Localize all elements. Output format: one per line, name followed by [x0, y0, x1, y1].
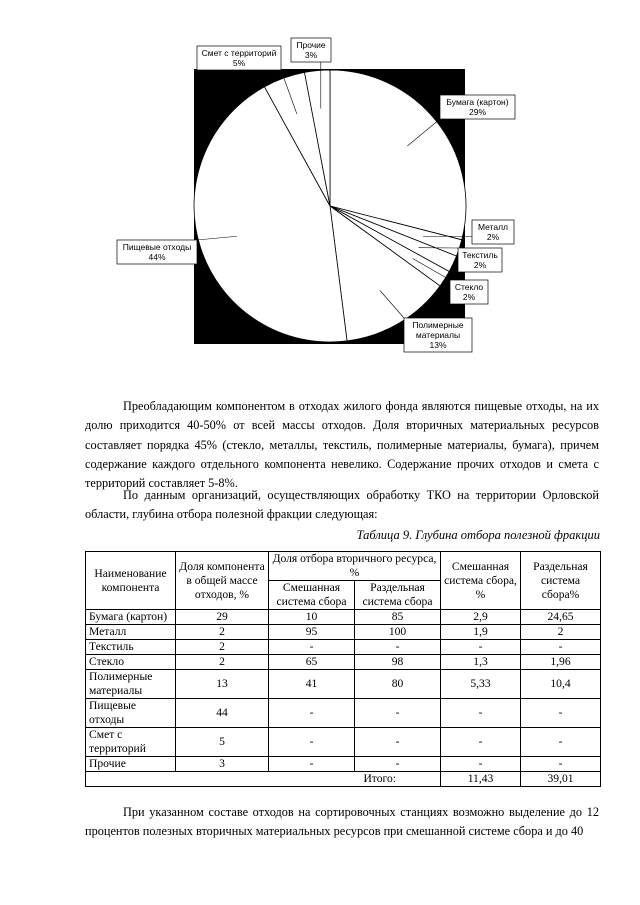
cell-mixed-rate: -: [269, 757, 355, 772]
header-separate-rate: Раздельная система сбора: [355, 581, 441, 610]
cell-share: 13: [176, 670, 269, 699]
cell-separate: -: [521, 728, 601, 757]
paragraph-food-waste: Преобладающим компонентом в отходах жилого фонда являются пищевые отходы, на их долю приходится 40-50% от всей массы отходов. Доля вторичных материальных ресурсов составляет порядка 45% (стекло, металлы, текстиль, полимерные материалы, бумага), причем содержание каждого отдельного компонента невелико. Содержание прочих отходов и смета с территорий составляет 5-8%.: [85, 399, 599, 491]
header-name: Наименование компонента: [86, 552, 176, 610]
data-label-value: 2%: [486, 232, 500, 242]
data-label-name: Стекло: [454, 282, 484, 292]
data-label-name: Полимерные: [412, 320, 464, 330]
data-label-name: Бумага (картон): [446, 97, 509, 107]
cell-total-mixed: 11,43: [441, 772, 521, 787]
data-label-value: 5%: [232, 58, 246, 68]
cell-separate-rate: -: [355, 699, 441, 728]
data-label-name: Пищевые отходы: [122, 242, 192, 252]
cell-separate-rate: 98: [355, 655, 441, 670]
cell-mixed: -: [441, 640, 521, 655]
header-group: Доля отбора вторичного ресурса, %: [269, 552, 441, 581]
paragraph-sorting-stations: При указанном составе отходов на сортировочных станциях возможно выделение до 12 процентов полезных вторичных материальных ресурсов при смешанной системе сбора и до 40: [85, 805, 599, 839]
cell-share: 2: [176, 655, 269, 670]
cell-share: 3: [176, 757, 269, 772]
cell-mixed-rate: 65: [269, 655, 355, 670]
cell-name: Прочие: [86, 757, 176, 772]
cell-mixed-rate: -: [269, 728, 355, 757]
cell-separate-rate: 85: [355, 610, 441, 625]
table-row: [86, 728, 601, 757]
data-label-value: 13%: [429, 340, 447, 350]
data-label-name: Смет с территорий: [201, 48, 277, 58]
table-row: [86, 610, 601, 625]
cell-mixed-rate: 10: [269, 610, 355, 625]
table-row: [86, 655, 601, 670]
cell-name: Пищевые отходы: [86, 699, 176, 728]
header-share: Доля компонента в общей массе отходов, %: [176, 552, 269, 610]
cell-mixed: -: [441, 728, 521, 757]
cell-separate: 10,4: [521, 670, 601, 699]
data-label-value: 3%: [304, 50, 318, 60]
cell-share: 5: [176, 728, 269, 757]
table-row: [86, 699, 601, 728]
cell-name: Бумага (картон): [86, 610, 176, 625]
cell-separate: 2: [521, 625, 601, 640]
cell-separate-rate: -: [355, 757, 441, 772]
cell-share: 2: [176, 625, 269, 640]
pie-chart: [0, 0, 640, 380]
header-separate: Раздельная система сбора%: [521, 552, 601, 610]
cell-separate: 24,65: [521, 610, 601, 625]
cell-mixed: 1,3: [441, 655, 521, 670]
cell-mixed: -: [441, 699, 521, 728]
cell-separate: 1,96: [521, 655, 601, 670]
cell-mixed: 2,9: [441, 610, 521, 625]
cell-separate-rate: -: [355, 728, 441, 757]
cell-name: Полимерные материалы: [86, 670, 176, 699]
data-label-name: Текстиль: [462, 250, 498, 260]
cell-mixed-rate: -: [269, 640, 355, 655]
cell-mixed: 5,33: [441, 670, 521, 699]
cell-name: Текстиль: [86, 640, 176, 655]
cell-separate-rate: -: [355, 640, 441, 655]
cell-total-label: Итого:: [86, 772, 441, 787]
cell-share: 29: [176, 610, 269, 625]
paragraph-data-intro: По данным организаций, осуществляющих обработку ТКО на территории Орловской области, глубина отбора полезной фракции следующая:: [85, 488, 599, 522]
table-row: [86, 670, 601, 699]
table-row: [86, 640, 601, 655]
cell-name: Стекло: [86, 655, 176, 670]
table-total-row: [86, 772, 601, 787]
data-label-name: Прочие: [296, 40, 326, 50]
header-mixed: Смешанная система сбора, %: [441, 552, 521, 610]
data-label-value: 2%: [473, 260, 487, 270]
cell-separate: -: [521, 757, 601, 772]
cell-separate: -: [521, 640, 601, 655]
data-label-name: материалы: [415, 330, 461, 340]
data-label-value: 44%: [148, 252, 166, 262]
cell-mixed-rate: -: [269, 699, 355, 728]
cell-name: Смет с территорий: [86, 728, 176, 757]
cell-total-separate: 39,01: [521, 772, 601, 787]
data-label-name: Металл: [477, 222, 509, 232]
cell-mixed: -: [441, 757, 521, 772]
table-row: [86, 625, 601, 640]
data-label-value: 2%: [462, 292, 476, 302]
cell-mixed: 1,9: [441, 625, 521, 640]
data-label-value: 29%: [468, 107, 487, 117]
cell-separate-rate: 80: [355, 670, 441, 699]
cell-mixed-rate: 41: [269, 670, 355, 699]
cell-share: 2: [176, 640, 269, 655]
header-mixed-rate: Смешанная система сбора: [269, 581, 355, 610]
cell-separate: -: [521, 699, 601, 728]
table-row: [86, 757, 601, 772]
cell-mixed-rate: 95: [269, 625, 355, 640]
cell-separate-rate: 100: [355, 625, 441, 640]
cell-share: 44: [176, 699, 269, 728]
extraction-depth-table: [85, 551, 601, 787]
cell-name: Металл: [86, 625, 176, 640]
table-caption: Таблица 9. Глубина отбора полезной фракции: [356, 528, 600, 542]
